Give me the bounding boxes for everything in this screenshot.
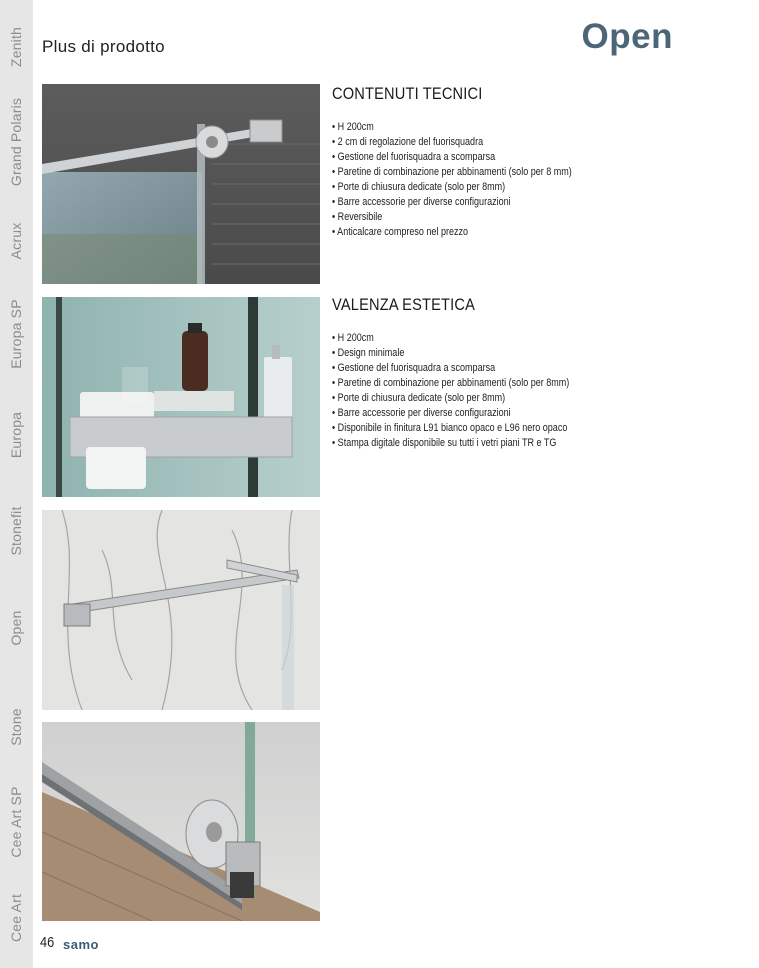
sidebar-item-acrux[interactable]: Acrux bbox=[8, 222, 24, 260]
photo-floor-roller bbox=[42, 722, 320, 921]
sidebar-item-europa[interactable]: Europa bbox=[8, 411, 24, 459]
sidebar-item-zenith[interactable]: Zenith bbox=[8, 26, 24, 68]
technical-contents-block bbox=[332, 84, 742, 240]
photo-roller-bar bbox=[42, 84, 320, 284]
list-item: • Design minimale bbox=[332, 346, 668, 361]
list-item: • Disponibile in finitura L91 bianco opaco e L96 nero opaco bbox=[332, 421, 668, 436]
list-item: • Reversibile bbox=[332, 210, 668, 225]
list-item: • Paretine di combinazione per abbinamenti (solo per 8 mm) bbox=[332, 165, 668, 180]
list-item: • Stampa digitale disponibile su tutti i vetri piani TR e TG bbox=[332, 436, 668, 451]
sidebar-index bbox=[0, 0, 33, 968]
list-item: • 2 cm di regolazione del fuorisquadra bbox=[332, 135, 668, 150]
sidebar-item-cee-art-sp[interactable]: Cee Art SP bbox=[8, 786, 24, 858]
sidebar-item-stonefit[interactable]: Stonefit bbox=[8, 506, 24, 556]
list-item: • H 200cm bbox=[332, 331, 668, 346]
list-item: • Gestione del fuorisquadra a scomparsa bbox=[332, 361, 668, 376]
list-item: • Anticalcare compreso nel prezzo bbox=[332, 225, 668, 240]
sidebar-item-cee-art[interactable]: Cee Art bbox=[8, 893, 24, 943]
photo-shelf-accessory bbox=[42, 297, 320, 497]
list-item: • H 200cm bbox=[332, 120, 668, 135]
list-item: • Gestione del fuorisquadra a scomparsa bbox=[332, 150, 668, 165]
list-item: • Barre accessorie per diverse configurazioni bbox=[332, 406, 668, 421]
page-number: 46 bbox=[40, 934, 55, 951]
sidebar-item-grand-polaris[interactable]: Grand Polaris bbox=[8, 97, 24, 187]
brand-logo: samo bbox=[63, 937, 99, 952]
aesthetic-value-list bbox=[332, 331, 742, 451]
list-item: • Porte di chiusura dedicate (solo per 8mm) bbox=[332, 180, 668, 195]
sidebar-item-stone[interactable]: Stone bbox=[8, 708, 24, 746]
technical-contents-list bbox=[332, 120, 742, 240]
product-title: Open bbox=[581, 17, 673, 56]
photo-marble-bar bbox=[42, 510, 320, 710]
list-item: • Porte di chiusura dedicate (solo per 8mm) bbox=[332, 391, 668, 406]
sidebar-item-europa-sp[interactable]: Europa SP bbox=[8, 299, 24, 369]
aesthetic-value-block bbox=[332, 295, 742, 451]
sidebar-item-open[interactable]: Open bbox=[8, 610, 24, 646]
list-item: • Paretine di combinazione per abbinamenti (solo per 8mm) bbox=[332, 376, 668, 391]
aesthetic-value-title: VALENZA ESTETICA bbox=[332, 295, 476, 314]
list-item: • Barre accessorie per diverse configurazioni bbox=[332, 195, 668, 210]
technical-contents-title: CONTENUTI TECNICI bbox=[332, 84, 483, 103]
section-title: Plus di prodotto bbox=[42, 37, 165, 56]
